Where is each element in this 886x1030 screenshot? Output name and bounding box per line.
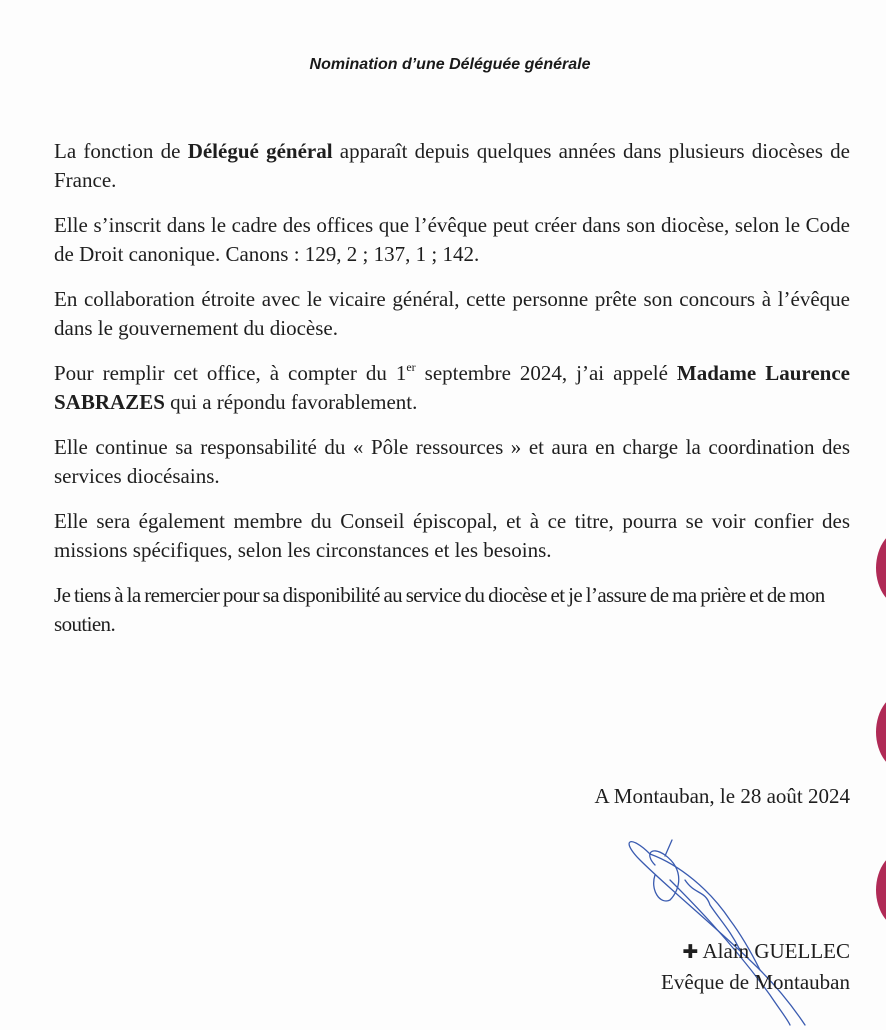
side-decoration-dot [876,692,886,772]
cross-icon: ✚ [682,941,699,963]
appointee-name: Madame Laurence SABRAZES [54,361,850,414]
bold-term: Délégué général [187,139,333,163]
side-decoration-dot [876,528,886,608]
paragraph-5: Elle continue sa responsabilité du « Pôle ressources » et aura en charge la coordination des services diocésains. [54,435,850,488]
side-decoration-dot [876,850,886,930]
signature-scribble [610,820,810,1030]
paragraph-3: En collaboration étroite avec le vicaire général, cette personne prête son concours à l’évêque dans le gouvernement du diocèse. [54,287,850,340]
paragraph-7: Je tiens à la remercier pour sa disponibilité au service du diocèse et je l’assure de ma prière et de mon soutien. [54,583,825,636]
ordinal-superscript: er [406,360,416,374]
document-body [54,137,850,655]
paragraph-4: Pour remplir cet office, à compter du 1er septembre 2024, j’ai appelé Madame Laurence SABRAZES qui a répondu favorablement. [54,360,850,414]
place-date: A Montauban, le 28 août 2024 [594,784,850,808]
document-title: Nomination d’une Déléguée générale [309,56,591,73]
signatory-name: Alain GUELLEC [702,939,850,963]
signature-strokes [629,840,805,1025]
signatory-name-line [661,936,850,967]
signatory-block [661,936,850,997]
signatory-role: Evêque de Montauban [661,970,850,994]
paragraph-2: Elle s’inscrit dans le cadre des offices que l’évêque peut créer dans son diocèse, selon le Code de Droit canonique. Canons : 129, 2 ; 137, 1 ; 142. [54,213,850,266]
paragraph-1: La fonction de Délégué général apparaît depuis quelques années dans plusieurs diocèses de France. [54,139,850,192]
paragraph-6: Elle sera également membre du Conseil épiscopal, et à ce titre, pourra se voir confier des missions spécifiques, selon les circonstances et les besoins. [54,509,850,562]
